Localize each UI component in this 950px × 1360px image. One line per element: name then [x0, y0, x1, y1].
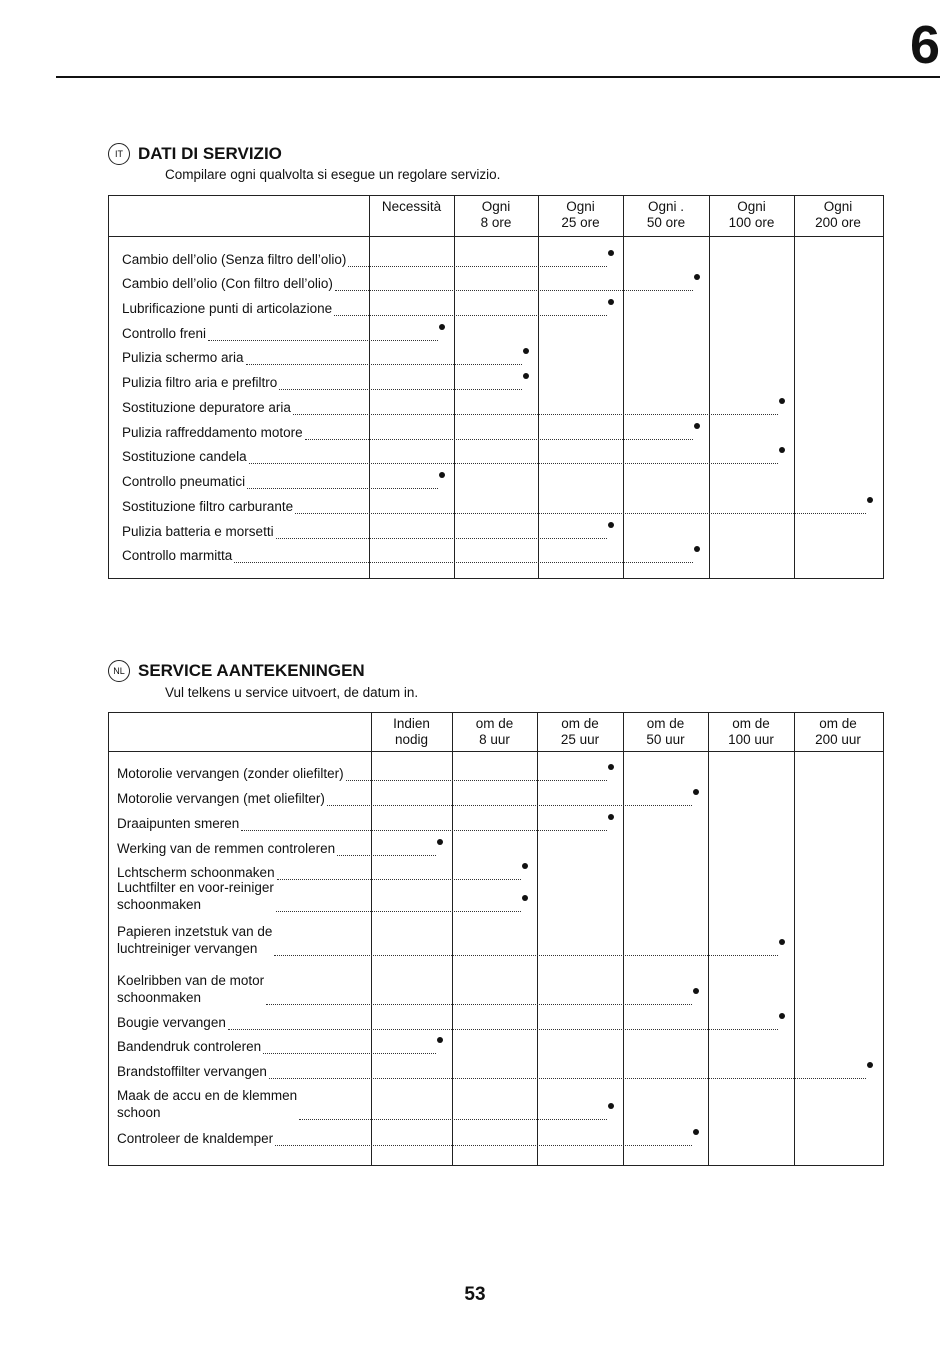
section-heading — [108, 660, 365, 682]
dot-leader — [337, 855, 436, 856]
column-header — [623, 716, 708, 748]
section-title: SERVICE AANTEKENINGEN — [138, 661, 365, 680]
label-line: Pulizia schermo aria — [122, 350, 244, 365]
label-line: Lchtscherm schoonmaken — [117, 865, 275, 880]
label-line: Pulizia raffreddamento motore — [122, 425, 303, 440]
column-divider — [708, 713, 709, 1165]
header-line: 50 ore — [646, 215, 686, 230]
column-header — [454, 199, 538, 231]
dot-leader — [246, 364, 522, 365]
column-header — [623, 199, 709, 231]
interval-dot — [608, 1103, 614, 1109]
interval-dot — [608, 250, 614, 256]
label-line: Controleer de knaldemper — [117, 1131, 274, 1146]
label-line: Sostituzione depuratore aria — [122, 400, 291, 415]
row-label — [122, 349, 244, 366]
service-table — [108, 712, 884, 1166]
label-line: Pulizia batteria e morsetti — [122, 524, 274, 539]
interval-dot — [779, 447, 785, 453]
dot-leader — [276, 538, 607, 539]
column-header — [371, 716, 452, 748]
row-label — [122, 424, 303, 441]
interval-dot — [693, 789, 699, 795]
interval-dot — [523, 373, 529, 379]
section-heading — [108, 143, 282, 165]
row-label — [117, 815, 239, 832]
header-line: Ogni — [566, 199, 595, 214]
header-line: 8 uur — [479, 732, 510, 747]
row-label — [117, 1130, 273, 1147]
row-label — [117, 1087, 297, 1121]
dot-leader — [277, 879, 521, 880]
row-label — [117, 1038, 261, 1055]
column-header — [452, 716, 537, 748]
label-line: Controllo freni — [122, 326, 207, 341]
column-divider — [709, 196, 710, 578]
header-divider — [109, 236, 883, 237]
header-line: Ogni . — [647, 199, 685, 214]
column-header — [709, 199, 794, 231]
label-line: Maak de accu en de klemmen — [117, 1088, 298, 1103]
header-line: 8 ore — [480, 215, 512, 230]
interval-dot — [867, 1062, 873, 1068]
header-rule — [56, 76, 940, 78]
column-divider — [623, 713, 624, 1165]
label-line: Draaipunten smeren — [117, 816, 240, 831]
service-table — [108, 195, 884, 579]
dot-leader — [208, 340, 438, 341]
interval-dot — [523, 348, 529, 354]
label-line: Bandendruk controleren — [117, 1039, 262, 1054]
row-label — [122, 251, 346, 268]
interval-dot — [779, 1013, 785, 1019]
row-label — [122, 523, 274, 540]
label-line: Controllo pneumatici — [122, 474, 246, 489]
column-header — [708, 716, 794, 748]
label-line: Pulizia filtro aria e prefiltro — [122, 375, 278, 390]
interval-dot — [608, 299, 614, 305]
header-line: 100 ore — [728, 215, 775, 230]
interval-dot — [439, 324, 445, 330]
interval-dot — [779, 939, 785, 945]
interval-dot — [694, 546, 700, 552]
dot-leader — [234, 562, 693, 563]
label-line: Motorolie vervangen (zonder oliefilter) — [117, 766, 344, 781]
column-header — [794, 199, 882, 231]
interval-dot — [693, 1129, 699, 1135]
header-line: Necessità — [381, 199, 442, 214]
label-line: schoon — [117, 1105, 161, 1120]
interval-dot — [608, 764, 614, 770]
header-line: Ogni — [481, 199, 511, 214]
label-line: Brandstoffilter vervangen — [117, 1064, 267, 1079]
column-divider — [538, 196, 539, 578]
section-intro: Compilare ogni qualvolta si esegue un regolare servizio. — [165, 167, 501, 182]
column-header — [537, 716, 623, 748]
label-line: Bougie vervangen — [117, 1015, 226, 1030]
header-line: Ogni — [737, 199, 766, 214]
dot-leader — [279, 389, 522, 390]
row-label — [122, 399, 291, 416]
dot-leader — [274, 955, 778, 956]
label-line: Controllo marmitta — [122, 548, 233, 563]
row-label — [117, 923, 272, 957]
label-line: Sostituzione filtro carburante — [122, 499, 294, 514]
column-divider — [454, 196, 455, 578]
row-label — [117, 1063, 267, 1080]
dot-leader — [348, 266, 607, 267]
dot-leader — [249, 463, 778, 464]
language-badge: NL — [108, 660, 130, 682]
header-line: om de — [819, 716, 857, 731]
header-line: om de — [475, 716, 514, 731]
header-line: 100 uur — [728, 732, 774, 747]
row-label — [122, 300, 332, 317]
row-label — [117, 790, 325, 807]
label-line: schoonmaken — [117, 897, 202, 912]
interval-dot — [522, 895, 528, 901]
interval-dot — [779, 398, 785, 404]
row-label — [122, 473, 245, 490]
column-header — [538, 199, 623, 231]
section-intro: Vul telkens u service uitvoert, de datum in. — [165, 685, 419, 700]
dot-leader — [299, 1119, 607, 1120]
dot-leader — [269, 1078, 866, 1079]
chapter-number: 6 — [909, 15, 940, 75]
header-line: Indien — [393, 716, 430, 731]
header-line: 200 ore — [815, 215, 861, 230]
header-line: 50 uur — [646, 732, 685, 747]
dot-leader — [228, 1029, 778, 1030]
dot-leader — [247, 488, 438, 489]
header-line: 200 uur — [815, 732, 861, 747]
label-line: luchtreiniger vervangen — [117, 941, 258, 956]
interval-dot — [608, 814, 614, 820]
column-divider — [369, 196, 370, 578]
dot-leader — [276, 911, 521, 912]
dot-leader — [241, 830, 607, 831]
section-title: DATI DI SERVIZIO — [138, 144, 282, 163]
column-divider — [623, 196, 624, 578]
label-line: Cambio dell’olio (Senza filtro dell’olio) — [122, 252, 347, 267]
column-divider — [794, 713, 795, 1165]
row-label — [117, 879, 274, 913]
dot-leader — [334, 315, 607, 316]
header-line: om de — [561, 716, 599, 731]
row-label — [117, 840, 335, 857]
page-number: 53 — [464, 1284, 486, 1305]
label-line: Papieren inzetstuk van de — [117, 924, 273, 939]
row-label — [117, 972, 264, 1006]
dot-leader — [346, 780, 607, 781]
language-badge: IT — [108, 143, 130, 165]
column-divider — [794, 196, 795, 578]
label-line: Luchtfilter en voor-reiniger — [117, 880, 274, 895]
header-line: 25 uur — [560, 732, 600, 747]
row-label — [117, 765, 344, 782]
row-label — [122, 547, 232, 564]
column-header — [794, 716, 882, 748]
header-line: om de — [646, 716, 685, 731]
interval-dot — [694, 274, 700, 280]
dot-leader — [295, 513, 866, 514]
row-label — [122, 374, 277, 391]
interval-dot — [439, 472, 445, 478]
column-header — [369, 199, 454, 215]
interval-dot — [693, 988, 699, 994]
header-line: Ogni — [823, 199, 853, 214]
interval-dot — [608, 522, 614, 528]
row-label — [122, 448, 247, 465]
row-label — [122, 275, 333, 292]
dot-leader — [305, 439, 693, 440]
label-line: Werking van de remmen controleren — [117, 841, 336, 856]
header-line: om de — [732, 716, 770, 731]
label-line: Koelribben van de motor — [117, 973, 265, 988]
label-line: Lubrificazione punti di articolazione — [122, 301, 333, 316]
interval-dot — [522, 863, 528, 869]
row-label — [122, 498, 293, 515]
interval-dot — [437, 839, 443, 845]
interval-dot — [694, 423, 700, 429]
dot-leader — [263, 1053, 436, 1054]
dot-leader — [327, 805, 692, 806]
dot-leader — [275, 1145, 692, 1146]
label-line: Cambio dell’olio (Con filtro dell’olio) — [122, 276, 333, 291]
dot-leader — [293, 414, 778, 415]
header-line: nodig — [394, 732, 429, 747]
row-label — [122, 325, 206, 342]
dot-leader — [335, 290, 693, 291]
label-line: Sostituzione candela — [122, 449, 247, 464]
header-line: 25 ore — [561, 215, 600, 230]
label-line: Motorolie vervangen (met oliefilter) — [117, 791, 325, 806]
dot-leader — [266, 1004, 692, 1005]
row-label — [117, 1014, 226, 1031]
interval-dot — [867, 497, 873, 503]
label-line: schoonmaken — [117, 990, 202, 1005]
header-divider — [109, 751, 883, 752]
interval-dot — [437, 1037, 443, 1043]
